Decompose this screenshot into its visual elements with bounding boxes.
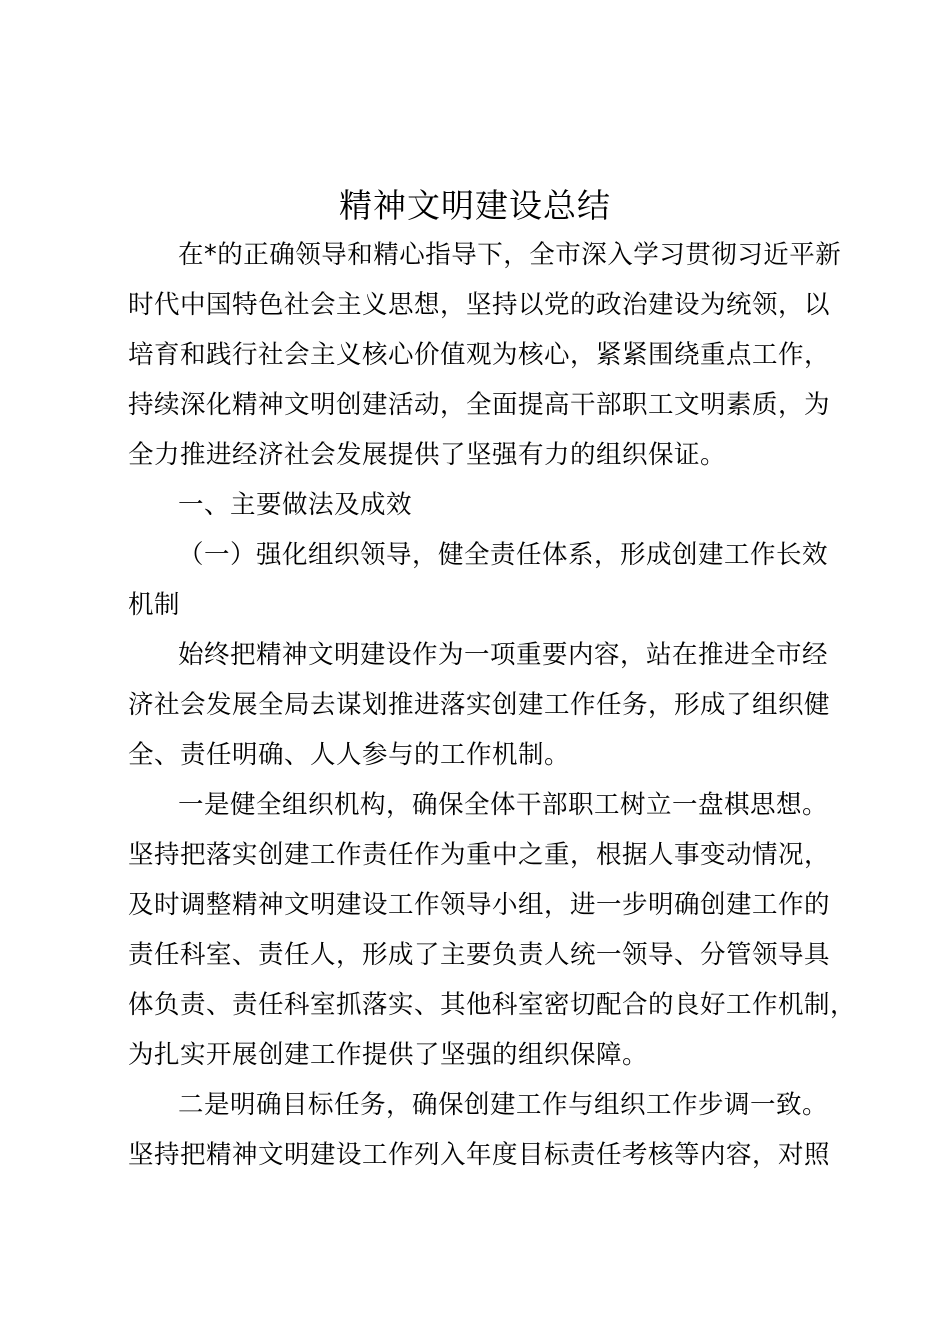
document-title: 精神文明建设总结 <box>339 186 611 225</box>
section-heading: 一、主要做法及成效 <box>178 490 413 520</box>
subsection-heading-continuation: 机制 <box>128 590 181 620</box>
paragraph-line: 时代中国特色社会主义思想，坚持以党的政治建设为统领，以 <box>128 290 831 320</box>
paragraph-line: 为扎实开展创建工作提供了坚强的组织保障。 <box>128 1040 649 1070</box>
paragraph-line: 坚持把落实创建工作责任作为重中之重，根据人事变动情况， <box>128 840 831 870</box>
paragraph-line: 济社会发展全局去谋划推进落实创建工作任务，形成了组织健 <box>128 690 831 720</box>
paragraph-line: 体负责、责任科室抓落实、其他科室密切配合的良好工作机制， <box>128 990 857 1020</box>
paragraph-line: 全力推进经济社会发展提供了坚强有力的组织保证。 <box>128 440 727 470</box>
paragraph-line: 二是明确目标任务，确保创建工作与组织工作步调一致。 <box>178 1090 829 1120</box>
paragraph-line: 及时调整精神文明建设工作领导小组，进一步明确创建工作的 <box>128 890 831 920</box>
paragraph-line: 始终把精神文明建设作为一项重要内容，站在推进全市经 <box>178 640 829 670</box>
paragraph-line: 坚持把精神文明建设工作列入年度目标责任考核等内容，对照 <box>128 1140 831 1170</box>
paragraph-line: 培育和践行社会主义核心价值观为核心，紧紧围绕重点工作， <box>128 340 831 370</box>
subsection-heading: （一）强化组织领导，健全责任体系，形成创建工作长效 <box>178 540 829 570</box>
paragraph-line: 一是健全组织机构，确保全体干部职工树立一盘棋思想。 <box>178 790 829 820</box>
paragraph-line: 在*的正确领导和精心指导下，全市深入学习贯彻习近平新 <box>178 240 842 270</box>
paragraph-line: 持续深化精神文明创建活动，全面提高干部职工文明素质，为 <box>128 390 831 420</box>
paragraph-line: 责任科室、责任人，形成了主要负责人统一领导、分管领导具 <box>128 940 831 970</box>
paragraph-line: 全、责任明确、人人参与的工作机制。 <box>128 740 571 770</box>
